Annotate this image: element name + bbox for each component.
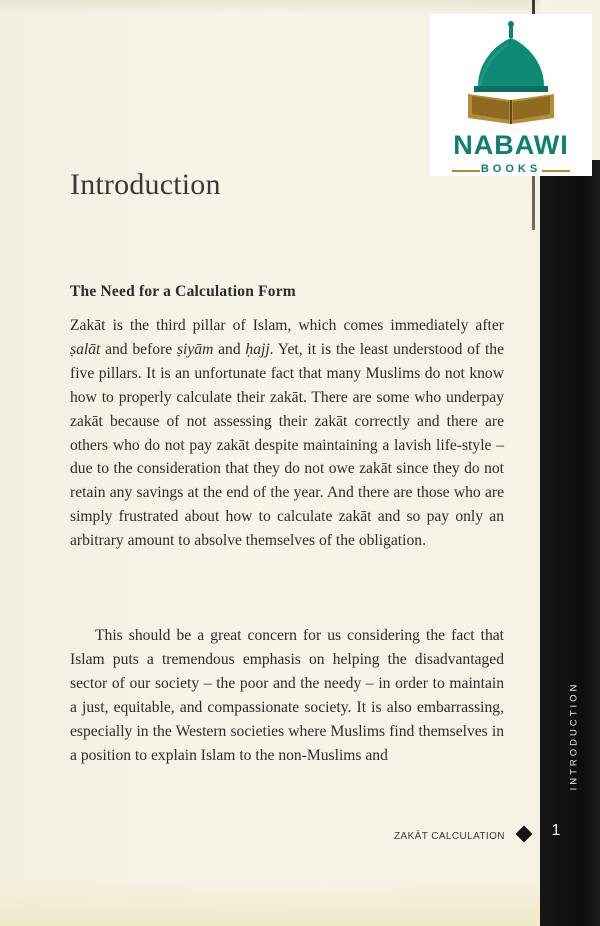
p1-text-2: and before <box>100 340 177 358</box>
p1-term-siyam: ṣiyām <box>176 340 214 358</box>
chapter-title: Introduction <box>70 168 221 201</box>
p1-text-4: . Yet, it is the least understood of the five pillars. It is an unfortunate fact that many Muslims do not know how to properly calculate their zakāt. There are some who underpay zakāt because of not assessing their zakāt correctly and there are others who do not pay zakāt despite maintaining a lavish life-style – due to the consideration that they do not owe zakāt since they do not retain any savings at the end of the year. And there are those who are simply frustrated about how to calculate zakāt and so pay only an arbitrary amount to absolve themselves of the obligation. <box>70 340 504 550</box>
dome-book-icon <box>430 14 592 132</box>
page-top-shadow <box>0 0 540 14</box>
chapter-tab-strip <box>540 160 600 926</box>
p1-text-1: Zakāt is the third pillar of Islam, which comes immediately after <box>70 317 504 334</box>
body-paragraph-1 <box>70 314 504 553</box>
p1-text-3: and <box>213 340 246 358</box>
body-paragraph-2: This should be a great concern for us considering the fact that Islam puts a tremendous emphasis on helping the disadvantaged sector of our society – the poor and the needy – in order to maintain a just, equitable, and compassionate society. It is also embarrassing, especially in the Western societies where Muslims find themselves in a position to explain Islam to the non-Muslims and <box>70 627 504 764</box>
page-bottom-tint <box>0 878 540 926</box>
p1-term-hajj: ḥajj <box>245 340 270 358</box>
section-heading: The Need for a Calculation Form <box>70 283 296 300</box>
p1-term-salat: ṣalāt <box>70 340 101 358</box>
publisher-logo <box>430 14 592 176</box>
page-number: 1 <box>551 822 561 839</box>
logo-rule-right <box>542 170 570 172</box>
running-footer-title: ZAKĀT CALCULATION <box>394 831 505 842</box>
logo-title: NABAWI <box>453 130 569 160</box>
logo-subtitle: BOOKS <box>480 163 542 175</box>
chapter-side-label: INTRODUCTION <box>568 681 580 791</box>
footer-diamond-icon <box>516 826 533 843</box>
